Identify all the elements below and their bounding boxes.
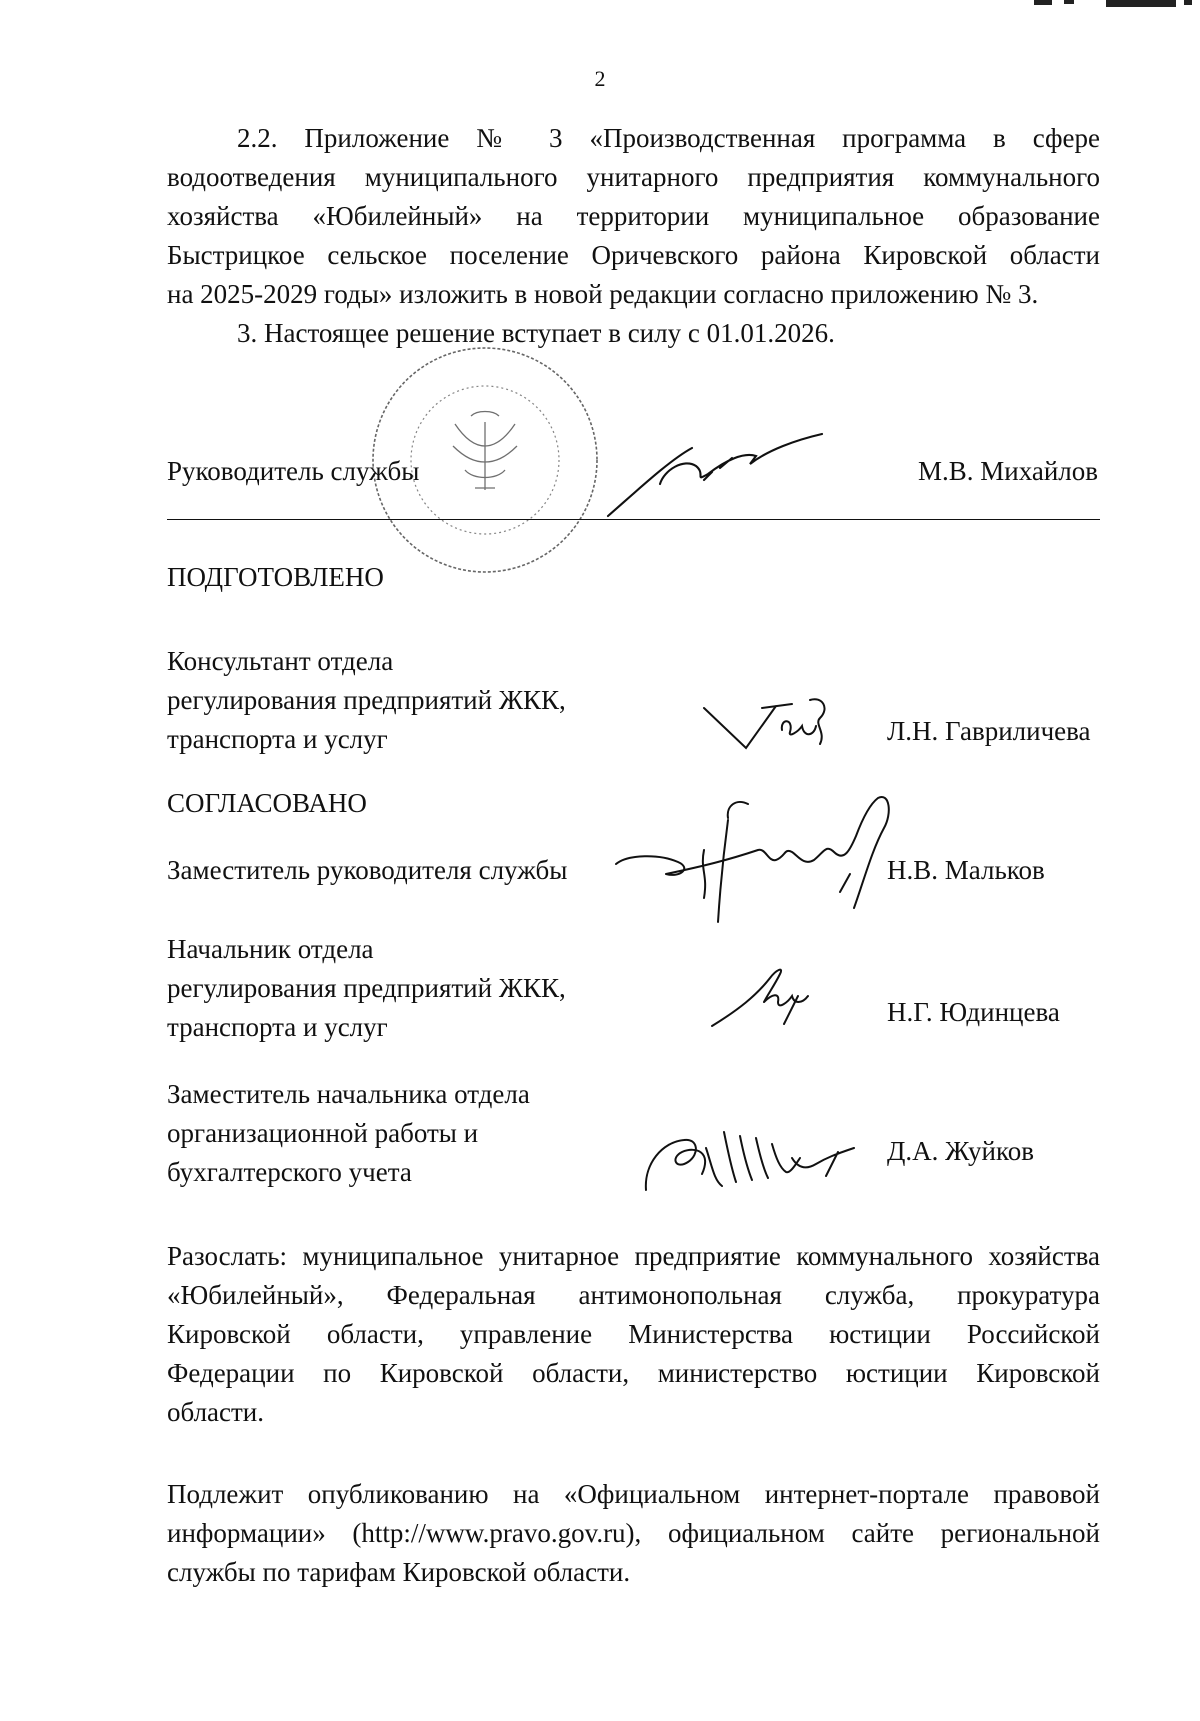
- head-title: Руководитель службы: [167, 456, 420, 486]
- paragraph-line: Федерации по Кировской области, министерство юстиции Кировской: [167, 1358, 1100, 1388]
- prepared-signature: [700, 692, 840, 757]
- signer-signature: [640, 1118, 860, 1198]
- signer-position: [167, 930, 566, 1047]
- position-line: регулирования предприятий ЖКК,: [167, 973, 566, 1003]
- position-line: регулирования предприятий ЖКК,: [167, 685, 566, 715]
- position-line: Начальник отдела: [167, 934, 374, 964]
- head-signature: [600, 430, 830, 520]
- signer-signature: [608, 790, 908, 940]
- paragraph-line: области.: [167, 1397, 265, 1427]
- position-line: Заместитель начальника отдела: [167, 1079, 530, 1109]
- paragraph-line: 2.2. Приложение № 3 «Производственная программа в сфере: [237, 123, 1100, 153]
- paragraph-line: водоотведения муниципального унитарного предприятия коммунального: [167, 162, 1100, 192]
- prepared-heading: ПОДГОТОВЛЕНО: [167, 562, 384, 592]
- paragraph-line: Подлежит опубликованию на «Официальном интернет-портале правовой: [167, 1479, 1100, 1509]
- paragraph-line: на 2025-2029 годы» изложить в новой редакции согласно приложению № 3.: [167, 279, 1039, 309]
- agreed-heading: СОГЛАСОВАНО: [167, 788, 367, 818]
- position-line: транспорта и услуг: [167, 1012, 388, 1042]
- prepared-position: [167, 642, 566, 759]
- paragraph-line: службы по тарифам Кировской области.: [167, 1557, 631, 1587]
- paragraph-line: Быстрицкое сельское поселение Оричевского района Кировской области: [167, 240, 1100, 270]
- paragraph-line: «Юбилейный», Федеральная антимонопольная служба, прокуратура: [167, 1280, 1100, 1310]
- publication-paragraph: [167, 1475, 1100, 1592]
- page-number: 2: [594, 66, 606, 91]
- position-line: бухгалтерского учета: [167, 1157, 412, 1187]
- distribution-paragraph: [167, 1237, 1100, 1432]
- position-line: транспорта и услуг: [167, 724, 388, 754]
- signer-position: [167, 1075, 530, 1192]
- signer-name: Н.Г. Юдинцева: [887, 997, 1060, 1027]
- position-line: организационной работы и: [167, 1118, 479, 1148]
- position-line: Заместитель руководителя службы: [167, 855, 568, 885]
- paragraph-line: хозяйства «Юбилейный» на территории муниципальное образование: [167, 201, 1100, 231]
- head-name: М.В. Михайлов: [918, 456, 1099, 486]
- paragraph-line: информации» (http://www.pravo.gov.ru), официальном сайте региональной: [167, 1518, 1100, 1548]
- signature-divider: [167, 519, 1100, 520]
- position-line: Консультант отдела: [167, 646, 394, 676]
- paragraph-line: Разослать: муниципальное унитарное предприятие коммунального хозяйства: [167, 1241, 1100, 1271]
- signer-name: Д.А. Жуйков: [887, 1136, 1034, 1166]
- scan-edge-mark: [1034, 0, 1194, 8]
- item-3-paragraph: 3. Настоящее решение вступает в силу с 01.01.2026.: [237, 318, 835, 348]
- paragraph-line: Кировской области, управление Министерства юстиции Российской: [167, 1319, 1100, 1349]
- item-2-2-paragraph: [167, 119, 1100, 314]
- signer-name: Н.В. Мальков: [887, 855, 1045, 885]
- signer-signature: [708, 962, 818, 1032]
- prepared-name: Л.Н. Гавриличева: [887, 716, 1091, 746]
- signer-position: [167, 851, 567, 890]
